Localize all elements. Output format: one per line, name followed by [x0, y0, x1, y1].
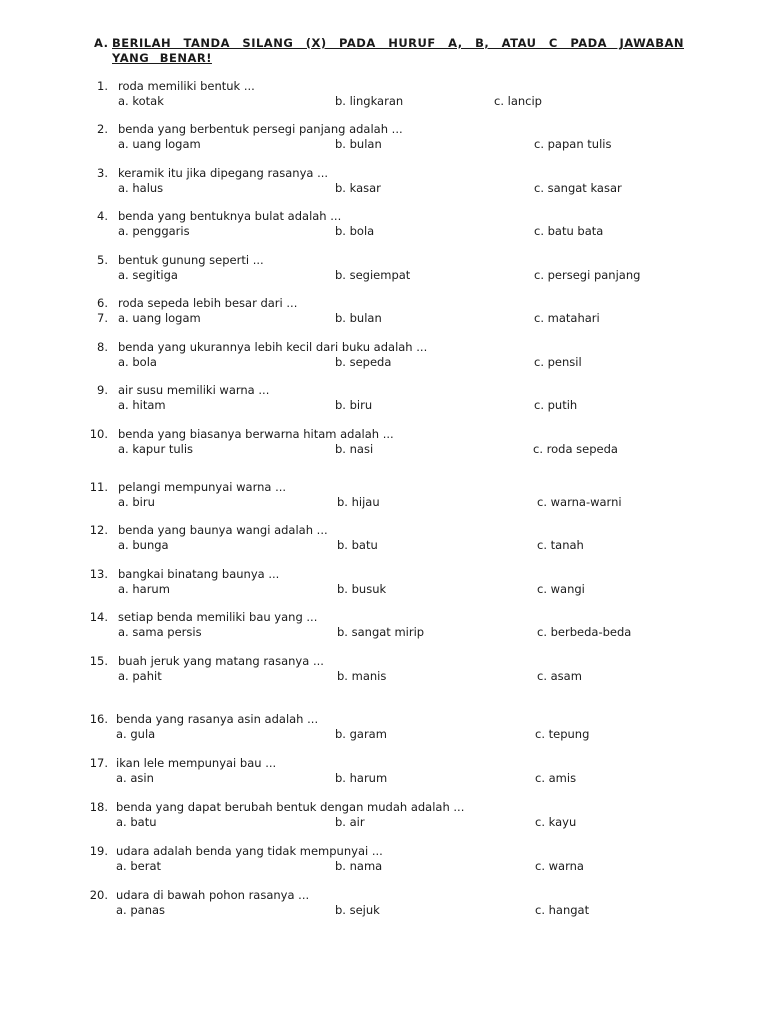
question-text: udara adalah benda yang tidak mempunyai ...	[116, 844, 383, 858]
option-c[interactable]: c. amis	[535, 771, 577, 785]
option-c[interactable]: c. roda sepeda	[533, 442, 618, 456]
question-text: benda yang biasanya berwarna hitam adalah ...	[118, 427, 394, 441]
option-c[interactable]: c. putih	[534, 398, 578, 412]
question-number: 10.	[89, 427, 108, 441]
option-a[interactable]: a. biru	[118, 495, 155, 509]
question-text: setiap benda memiliki bau yang ...	[118, 610, 318, 624]
option-c[interactable]: c. tanah	[537, 538, 584, 552]
option-c[interactable]: c. sangat kasar	[534, 181, 622, 195]
option-c[interactable]: c. batu bata	[534, 224, 604, 238]
question-item	[0, 523, 768, 555]
question-text: benda yang rasanya asin adalah ...	[116, 712, 319, 726]
option-b[interactable]: b. busuk	[337, 582, 387, 596]
option-a[interactable]: a. uang logam	[118, 137, 201, 151]
question-item	[0, 79, 768, 111]
question-item	[0, 844, 768, 876]
question-number: 2.	[97, 122, 108, 136]
question-number: 3.	[97, 166, 108, 180]
option-b[interactable]: b. sangat mirip	[337, 625, 425, 639]
option-c[interactable]: c. persegi panjang	[534, 268, 641, 282]
question-item	[0, 253, 768, 285]
option-a[interactable]: a. bunga	[118, 538, 169, 552]
option-b[interactable]: b. bulan	[335, 137, 382, 151]
question-item	[0, 712, 768, 744]
question-text: bangkai binatang baunya ...	[118, 567, 280, 581]
question-text: roda memiliki bentuk ...	[118, 79, 255, 93]
option-b[interactable]: b. bulan	[335, 311, 382, 325]
section-letter: A.	[94, 36, 109, 50]
option-b[interactable]: b. biru	[335, 398, 373, 412]
question-number: 5.	[97, 253, 108, 267]
option-b[interactable]: b. segiempat	[335, 268, 411, 282]
option-c[interactable]: c. warna	[535, 859, 584, 873]
question-text: buah jeruk yang matang rasanya ...	[118, 654, 324, 668]
question-number: 8.	[97, 340, 108, 354]
question-text: air susu memiliki warna ...	[118, 383, 270, 397]
question-item	[0, 567, 768, 599]
option-c[interactable]: c. kayu	[535, 815, 577, 829]
question-number: 12.	[89, 523, 108, 537]
option-c[interactable]: c. matahari	[534, 311, 600, 325]
option-a[interactable]: a. sama persis	[118, 625, 202, 639]
option-b[interactable]: b. lingkaran	[335, 94, 404, 108]
question-item	[0, 296, 768, 328]
question-text: bentuk gunung seperti ...	[118, 253, 264, 267]
question-number: 4.	[97, 209, 108, 223]
option-a[interactable]: a. berat	[116, 859, 162, 873]
option-a[interactable]: a. bola	[118, 355, 157, 369]
question-text: ikan lele mempunyai bau ...	[116, 756, 277, 770]
question-item	[0, 480, 768, 512]
question-item	[0, 383, 768, 415]
question-item	[0, 427, 768, 459]
question-number: 18.	[89, 800, 108, 814]
option-b[interactable]: b. air	[335, 815, 365, 829]
question-number: 7.	[97, 311, 108, 325]
option-c[interactable]: c. asam	[537, 669, 582, 683]
question-text: roda sepeda lebih besar dari ...	[118, 296, 298, 310]
option-a[interactable]: a. batu	[116, 815, 157, 829]
question-item	[0, 209, 768, 241]
question-item	[0, 654, 768, 686]
option-a[interactable]: a. halus	[118, 181, 164, 195]
option-c[interactable]: c. warna-warni	[537, 495, 622, 509]
question-number: 15.	[89, 654, 108, 668]
question-number: 1.	[97, 79, 108, 93]
section-heading	[94, 36, 684, 66]
option-a[interactable]: a. segitiga	[118, 268, 178, 282]
question-text: benda yang berbentuk persegi panjang adalah ...	[118, 122, 403, 136]
option-c[interactable]: c. lancip	[494, 94, 542, 108]
question-number: 11.	[89, 480, 108, 494]
option-b[interactable]: b. manis	[337, 669, 387, 683]
option-b[interactable]: b. harum	[335, 771, 388, 785]
option-b[interactable]: b. garam	[335, 727, 387, 741]
question-number: 20.	[89, 888, 108, 902]
question-number: 17.	[89, 756, 108, 770]
question-number: 16.	[89, 712, 108, 726]
question-text: udara di bawah pohon rasanya ...	[116, 888, 310, 902]
question-number: 9.	[97, 383, 108, 397]
question-text: benda yang dapat berubah bentuk dengan mudah adalah ...	[116, 800, 465, 814]
option-a[interactable]: a. penggaris	[118, 224, 190, 238]
option-c[interactable]: c. pensil	[534, 355, 582, 369]
option-b[interactable]: b. sejuk	[335, 903, 380, 917]
option-a[interactable]: a. asin	[116, 771, 154, 785]
option-c[interactable]: c. berbeda-beda	[537, 625, 632, 639]
question-text: benda yang ukurannya lebih kecil dari buku adalah ...	[118, 340, 428, 354]
question-item	[0, 888, 768, 920]
option-c[interactable]: c. papan tulis	[534, 137, 612, 151]
question-item	[0, 340, 768, 372]
option-b[interactable]: b. kasar	[335, 181, 381, 195]
question-number: 6.	[97, 296, 108, 310]
option-b[interactable]: b. nasi	[335, 442, 374, 456]
option-b[interactable]: b. batu	[337, 538, 378, 552]
question-text: benda yang baunya wangi adalah ...	[118, 523, 328, 537]
option-b[interactable]: b. sepeda	[335, 355, 392, 369]
question-text: keramik itu jika dipegang rasanya ...	[118, 166, 329, 180]
option-a[interactable]: a. harum	[118, 582, 170, 596]
option-a[interactable]: a. kotak	[118, 94, 164, 108]
option-a[interactable]: a. hitam	[118, 398, 166, 412]
option-b[interactable]: b. hijau	[337, 495, 380, 509]
question-item	[0, 756, 768, 788]
question-number: 13.	[89, 567, 108, 581]
question-text: benda yang bentuknya bulat adalah ...	[118, 209, 342, 223]
question-item	[0, 122, 768, 154]
question-text: pelangi mempunyai warna ...	[118, 480, 287, 494]
option-a[interactable]: a. gula	[116, 727, 156, 741]
option-c[interactable]: c. tepung	[535, 727, 590, 741]
question-item	[0, 800, 768, 832]
option-a[interactable]: a. pahit	[118, 669, 162, 683]
question-item	[0, 610, 768, 642]
question-number: 19.	[89, 844, 108, 858]
question-number: 14.	[89, 610, 108, 624]
section-instruction: BERILAH TANDA SILANG (X) PADA HURUF A, B, ATAU C PADA JAWABAN YANG BENAR!	[112, 36, 684, 65]
question-item	[0, 166, 768, 198]
option-b[interactable]: b. bola	[335, 224, 375, 238]
option-c[interactable]: c. wangi	[537, 582, 585, 596]
option-a[interactable]: a. kapur tulis	[118, 442, 194, 456]
option-a[interactable]: a. panas	[116, 903, 166, 917]
option-a[interactable]: a. uang logam	[118, 311, 201, 325]
option-b[interactable]: b. nama	[335, 859, 383, 873]
option-c[interactable]: c. hangat	[535, 903, 590, 917]
